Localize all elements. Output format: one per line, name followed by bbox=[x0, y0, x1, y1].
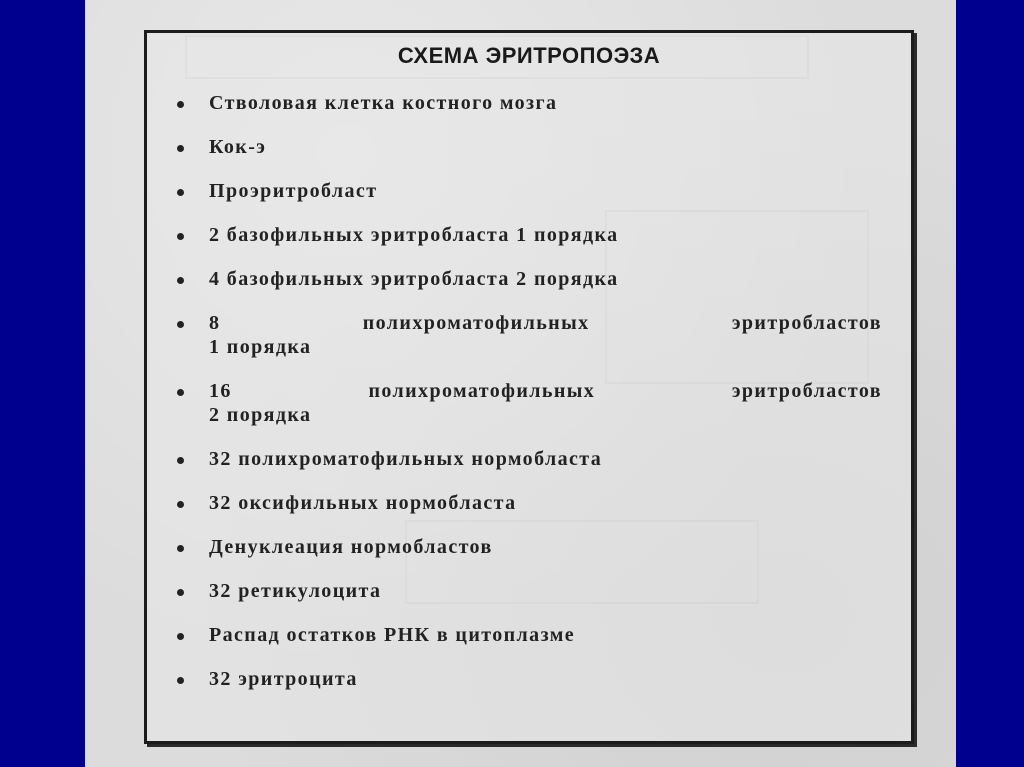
page-title: СХЕМА ЭРИТРОПОЭЗА bbox=[397, 43, 661, 68]
list-item-word: 8 bbox=[209, 312, 221, 334]
bullet-icon bbox=[177, 189, 184, 196]
bullet-icon bbox=[177, 145, 184, 152]
scheme-frame bbox=[144, 30, 914, 744]
list-item-text: Стволовая клетка костного мозга bbox=[209, 92, 558, 114]
list-item-second-line: 1 порядка bbox=[209, 336, 312, 358]
list-item-text: 32 эритроцита bbox=[209, 668, 358, 690]
list-item bbox=[177, 179, 882, 203]
bullet-icon bbox=[177, 457, 184, 464]
list-item-text: 32 ретикулоцита bbox=[209, 580, 382, 602]
list-item-text: Распад остатков РНК в цитоплазме bbox=[209, 624, 576, 646]
list-item bbox=[177, 379, 882, 427]
bullet-icon bbox=[177, 677, 184, 684]
bullet-icon bbox=[177, 545, 184, 552]
bullet-icon bbox=[177, 633, 184, 640]
list-item-word: эритробластов bbox=[731, 312, 882, 334]
list-item bbox=[177, 579, 882, 603]
bullet-icon bbox=[177, 589, 184, 596]
list-item bbox=[177, 623, 882, 647]
list-item-text: 32 оксифильных нормобласта bbox=[209, 492, 517, 514]
list-item bbox=[177, 223, 882, 247]
list-item bbox=[177, 135, 882, 159]
list-item-first-line bbox=[209, 311, 882, 335]
list-item-word: 16 bbox=[209, 380, 232, 402]
list-item bbox=[177, 91, 882, 115]
list-item-text: 2 базофильных эритробласта 1 порядка bbox=[209, 224, 619, 246]
list-item bbox=[177, 311, 882, 359]
list-item bbox=[177, 667, 882, 691]
list-item-text: Денуклеация нормобластов bbox=[209, 536, 493, 558]
list-item-text: Кок-э bbox=[209, 136, 267, 158]
bullet-icon bbox=[177, 321, 184, 328]
bullet-icon bbox=[177, 501, 184, 508]
list-item bbox=[177, 535, 882, 559]
list-item-word: полихроматофильных bbox=[362, 312, 590, 334]
scanned-page bbox=[85, 0, 956, 767]
list-item bbox=[177, 491, 882, 515]
list-item bbox=[177, 447, 882, 471]
list-item-second-line: 2 порядка bbox=[209, 404, 312, 426]
erythropoiesis-stage-list bbox=[177, 91, 882, 711]
bullet-icon bbox=[177, 389, 184, 396]
bullet-icon bbox=[177, 277, 184, 284]
list-item-text: 4 базофильных эритробласта 2 порядка bbox=[209, 268, 619, 290]
bullet-icon bbox=[177, 101, 184, 108]
list-item-text: 32 полихроматофильных нормобласта bbox=[209, 448, 603, 470]
list-item-first-line bbox=[209, 379, 882, 403]
list-item bbox=[177, 267, 882, 291]
bullet-icon bbox=[177, 233, 184, 240]
list-item-word: эритробластов bbox=[731, 380, 882, 402]
list-item-word: полихроматофильных bbox=[368, 380, 596, 402]
list-item-text: Проэритробласт bbox=[209, 180, 378, 202]
